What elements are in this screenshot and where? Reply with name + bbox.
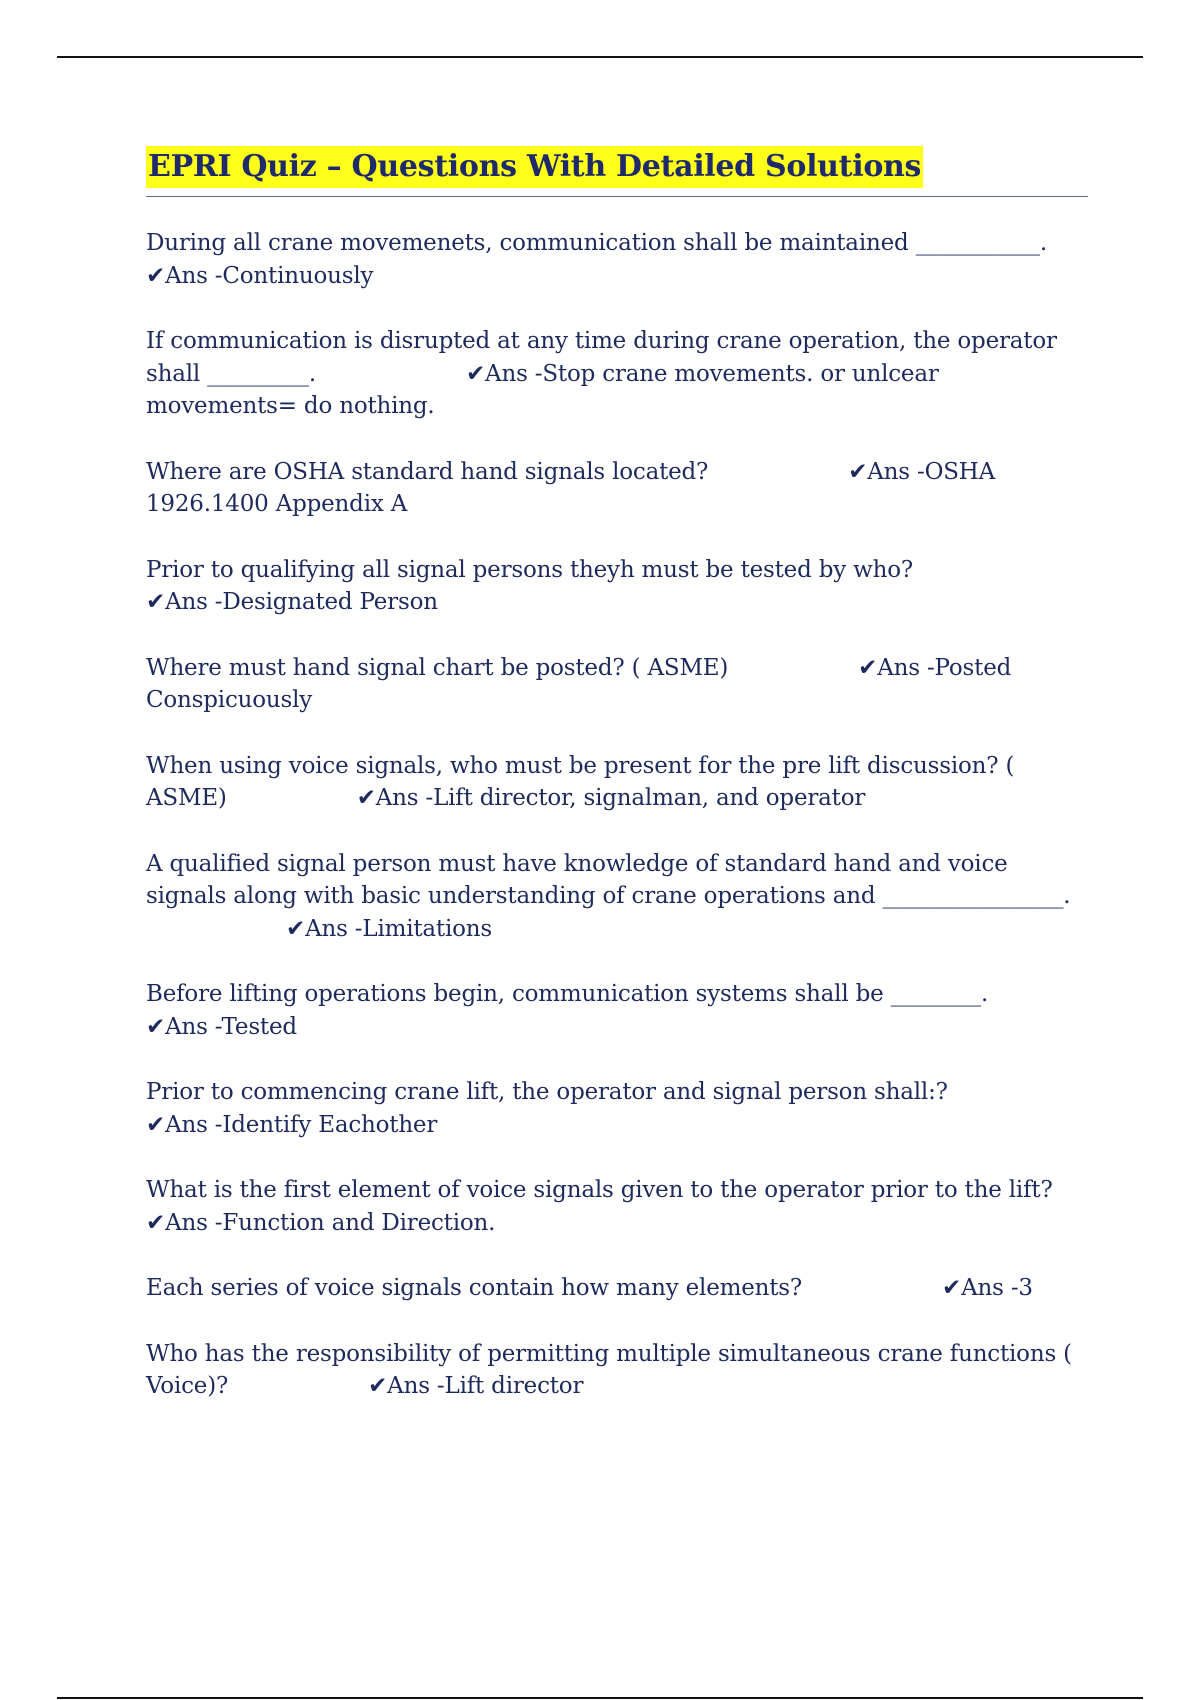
answer: ✔Ans -Function and Direction. xyxy=(146,1209,496,1236)
answer: ✔Ans -Designated Person xyxy=(146,589,438,615)
top-rule xyxy=(57,56,1143,58)
document-title: EPRI Quiz – Questions With Detailed Solutions xyxy=(146,146,923,188)
qa-item-7 xyxy=(146,848,1088,946)
answer: ✔Ans -Stop crane movements. or unlcear movements= do nothing. xyxy=(146,360,939,419)
answer: ✔Ans -Lift director, signalman, and operator xyxy=(356,785,866,811)
title-block xyxy=(146,146,1088,197)
question: What is the first element of voice signals given to the operator prior to the lift? xyxy=(146,1177,1053,1203)
qa-item-11 xyxy=(146,1272,1088,1305)
qa-item-6 xyxy=(146,750,1088,815)
bottom-rule xyxy=(57,1697,1143,1699)
qa-item-3 xyxy=(146,456,1088,521)
question: During all crane movemenets, communication shall be maintained ___________. xyxy=(146,230,1048,256)
answer: ✔Ans -Continuously xyxy=(146,262,374,289)
question: Prior to qualifying all signal persons theyh must be tested by who? xyxy=(146,556,914,583)
qa-item-9 xyxy=(146,1076,1088,1141)
question: When using voice signals, who must be present for the pre lift discussion? ( ASME) xyxy=(146,752,1015,811)
question: A qualified signal person must have knowledge of standard hand and voice signals along with basic understanding of crane operations and ________________. xyxy=(146,850,1071,909)
answer: ✔Ans -Tested xyxy=(146,1013,297,1040)
answer: ✔Ans -Limitations xyxy=(286,915,492,942)
question: Where must hand signal chart be posted? ( ASME) xyxy=(146,654,729,681)
question: Where are OSHA standard hand signals located? xyxy=(146,458,709,485)
document-body xyxy=(146,146,1088,1436)
qa-item-1 xyxy=(146,227,1088,292)
qa-item-5 xyxy=(146,652,1088,717)
qa-item-8 xyxy=(146,978,1088,1043)
answer: ✔Ans -Posted Conspicuously xyxy=(146,654,1012,713)
answer: ✔Ans -3 xyxy=(942,1275,1033,1301)
answer: ✔Ans -Identify Eachother xyxy=(146,1111,438,1138)
question: Prior to commencing crane lift, the operator and signal person shall:? xyxy=(146,1079,948,1105)
qa-item-10 xyxy=(146,1174,1088,1239)
question: If communication is disrupted at any time during crane operation, the operator shall _________. xyxy=(146,328,1057,387)
question: Before lifting operations begin, communication systems shall be ________. xyxy=(146,981,989,1007)
question: Who has the responsibility of permitting multiple simultaneous crane functions ( Voice)? xyxy=(146,1340,1072,1399)
qa-item-2 xyxy=(146,325,1088,423)
answer: ✔Ans -Lift director xyxy=(368,1373,584,1399)
qa-item-12 xyxy=(146,1338,1088,1403)
qa-item-4 xyxy=(146,554,1088,619)
question: Each series of voice signals contain how many elements? xyxy=(146,1275,803,1301)
answer: ✔Ans -OSHA 1926.1400 Appendix A xyxy=(146,458,996,517)
